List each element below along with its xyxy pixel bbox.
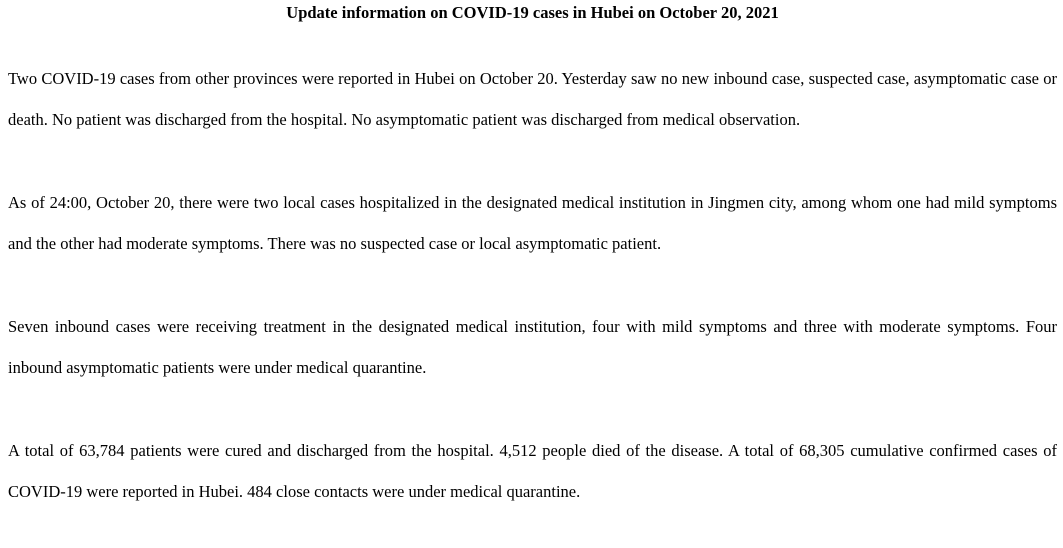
paragraph-new-cases: Two COVID-19 cases from other provinces were reported in Hubei on October 20. Yesterday saw no new inbound case, suspected case, asymptomatic case or death. No patient was discharged from the hospital. No asymptomatic patient was discharged from medical observation. [8,69,1057,129]
paragraph-local-cases: As of 24:00, October 20, there were two local cases hospitalized in the designated medical institution in Jingmen city, among whom one had mild symptoms and the other had moderate symptoms. There was no suspected case or local asymptomatic patient. [8,193,1057,253]
paragraph-inbound-cases: Seven inbound cases were receiving treatment in the designated medical institution, four with mild symptoms and three with moderate symptoms. Four inbound asymptomatic patients were under medical quarantine. [8,317,1057,377]
document-title: Update information on COVID-19 cases in Hubei on October 20, 2021 [286,3,779,22]
paragraph-cumulative-totals: A total of 63,784 patients were cured and discharged from the hospital. 4,512 people died of the disease. A total of 68,305 cumulative confirmed cases of COVID-19 were reported in Hubei. 484 close contacts were under medical quarantine. [8,441,1057,501]
